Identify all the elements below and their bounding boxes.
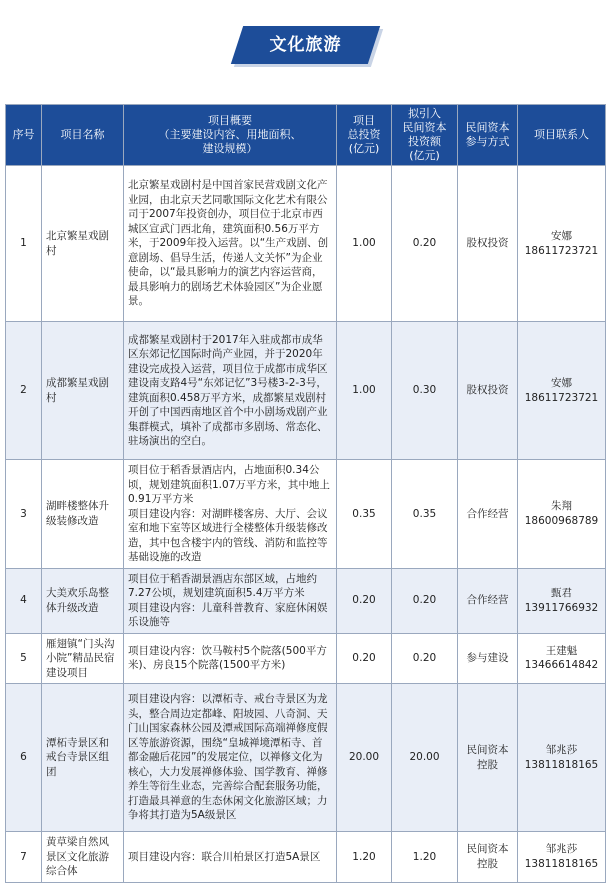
- table-row: [6, 832, 606, 883]
- contact-name: 安娜: [551, 377, 572, 389]
- cell-no: 5: [6, 633, 42, 684]
- table-header-row: [6, 105, 606, 166]
- contact-phone: 18611723721: [524, 391, 599, 404]
- cell-mode: 合作经营: [458, 568, 518, 633]
- banner: [0, 0, 610, 100]
- cell-overview: 项目建设内容：以潭柘寺、戒台寺景区为龙头，整合周边定都峰、阳坡园、八奇洞、天门山国家森林公园及潭戒国际高端禅修度假区等旅游资源，围绕“皇城禅境潭柘寺、首都金融后花园”的发展定位，以禅修文化为核心，大力发展禅修体验、国学教育、禅修养生等衍生业态，完善综合配套服务功能，打造最具禅意的生态休闲文化旅游区域；力争将其打造为5A级景区: [124, 684, 337, 832]
- cell-private: 20.00: [392, 684, 458, 832]
- cell-private: 0.20: [392, 633, 458, 684]
- cell-mode: 合作经营: [458, 460, 518, 569]
- header-private-line1: 拟引入: [408, 107, 441, 120]
- cell-name: 雁翅镇“门头沟小院”精品民宿建设项目: [42, 633, 124, 684]
- table-row: [6, 166, 606, 322]
- header-private-line4: (亿元): [409, 149, 440, 162]
- cell-investment: 1.00: [337, 166, 392, 322]
- cell-name: 湖畔楼整体升级装修改造: [42, 460, 124, 569]
- cell-investment: 1.00: [337, 322, 392, 460]
- cell-overview: 项目建设内容：联合川柏景区打造5A景区: [124, 832, 337, 883]
- cell-no: 2: [6, 322, 42, 460]
- cell-name: 北京繁星戏剧村: [42, 166, 124, 322]
- contact-name: 邹兆莎: [545, 843, 578, 856]
- cell-investment: 0.20: [337, 568, 392, 633]
- cell-no: 7: [6, 832, 42, 883]
- header-overview-line1: 项目概要: [208, 114, 252, 127]
- header-investment-line3: (亿元): [348, 142, 380, 155]
- cell-private: 1.20: [392, 832, 458, 883]
- cell-mode: 参与建设: [458, 633, 518, 684]
- contact-name: 安娜: [551, 230, 572, 242]
- header-no: 序号: [6, 105, 42, 166]
- contact-phone: 18611723721: [524, 244, 599, 257]
- header-private-line3: 投资额: [408, 135, 441, 148]
- contact-phone: 13811818165: [524, 857, 599, 870]
- table-row: [6, 322, 606, 460]
- header-mode-line1: 民间资本: [465, 121, 510, 134]
- contact-name: 王建魁: [545, 644, 578, 657]
- table-body: [6, 166, 606, 883]
- contact-name: 邹兆莎: [545, 744, 578, 756]
- cell-name: 大美欢乐岛整体升级改造: [42, 568, 124, 633]
- contact-phone: 13911766932: [524, 601, 599, 614]
- cell-mode: 股权投资: [458, 166, 518, 322]
- cell-contact: [518, 166, 606, 322]
- cell-name: 黄草梁自然风景区文化旅游综合体: [42, 832, 124, 883]
- header-overview: [124, 105, 337, 166]
- header-mode: [458, 105, 518, 166]
- cell-private: 0.30: [392, 322, 458, 460]
- header-investment: [337, 105, 392, 166]
- cell-overview: 项目建设内容：饮马鞍村5个院落(500平方米)、房良15个院落(1500平方米): [124, 633, 337, 684]
- contact-name: 甄君: [551, 587, 572, 599]
- cell-investment: 20.00: [337, 684, 392, 832]
- header-investment-line1: 项目: [353, 114, 375, 127]
- header-private-line2: 民间资本: [402, 121, 447, 134]
- cell-contact: [518, 568, 606, 633]
- contact-phone: 18600968789: [524, 514, 599, 527]
- cell-no: 4: [6, 568, 42, 633]
- cell-contact: [518, 460, 606, 569]
- cell-contact: [518, 633, 606, 684]
- cell-overview: 成都繁星戏剧村于2017年入驻成都市成华区东郊记忆国际时尚产业园，并于2020年建设完成投入运营，项目位于成都市成华区建设南支路4号“东郊记忆”3号楼3-2-3号，建筑面积0.458万平方米，成都繁星戏剧村开创了中国西南地区首个中小剧场戏剧产业集群模式，填补了成都市多剧场、常态化、驻场演出的空白。: [124, 322, 337, 460]
- header-overview-line3: 建设规模）: [202, 142, 258, 155]
- cell-contact: [518, 832, 606, 883]
- cell-mode: 股权投资: [458, 322, 518, 460]
- header-overview-line2: （主要建设内容、用地面积、: [158, 128, 302, 141]
- contact-name: 朱翔: [551, 500, 572, 513]
- cell-no: 1: [6, 166, 42, 322]
- cell-name: 成都繁星戏剧村: [42, 322, 124, 460]
- cell-investment: 0.35: [337, 460, 392, 569]
- cell-overview: 项目位于稻香景酒店内，占地面积0.34公顷，规划建筑面积1.07万平方米，其中地上0.91万平方米 项目建设内容：对湖畔楼客房、大厅、会议室和地下室等区域进行全楼整体升级装修改造，其中包含楼宇内的管线、消防和监控等基础设施的改造: [124, 460, 337, 569]
- table-row: [6, 684, 606, 832]
- cell-mode: 民间资本控股: [458, 684, 518, 832]
- header-investment-line2: 总投资: [347, 128, 381, 141]
- header-mode-line2: 参与方式: [465, 135, 510, 148]
- header-contact: 项目联系人: [518, 105, 606, 166]
- contact-phone: 13466614842: [524, 659, 599, 672]
- cell-name: 潭柘寺景区和戒台寺景区组团: [42, 684, 124, 832]
- project-table: [5, 104, 606, 883]
- cell-investment: 1.20: [337, 832, 392, 883]
- cell-contact: [518, 684, 606, 832]
- cell-overview: 项目位于稻香湖景酒店东部区域，占地约7.27公顷，规划建筑面积5.4万平方米 项目建设内容：儿童科普教育、家庭休闲娱乐设施等: [124, 568, 337, 633]
- contact-phone: 13811818165: [524, 758, 599, 771]
- cell-mode: 民间资本控股: [458, 832, 518, 883]
- cell-investment: 0.20: [337, 633, 392, 684]
- cell-no: 6: [6, 684, 42, 832]
- cell-private: 0.35: [392, 460, 458, 569]
- table-row: [6, 633, 606, 684]
- table-row: [6, 460, 606, 569]
- cell-no: 3: [6, 460, 42, 569]
- cell-overview: 北京繁星戏剧村是中国首家民营戏剧文化产业园，由北京天艺同歌国际文化艺术有限公司于2007年投资创办，项目位于北京市西城区宣武门西北角，建筑面积0.56万平方米，于2009年投入运营。以“生产戏剧、创意剧场、倡导生活，传递人文关怀”为企业使命，以“最具影响力的演艺内容运营商，最具影响力的剧场艺术体验园区”为企业愿景。: [124, 166, 337, 322]
- table-row: [6, 568, 606, 633]
- header-private: [392, 105, 458, 166]
- section-title: 文化旅游: [269, 35, 342, 55]
- cell-contact: [518, 322, 606, 460]
- cell-private: 0.20: [392, 568, 458, 633]
- header-name: 项目名称: [42, 105, 124, 166]
- cell-private: 0.20: [392, 166, 458, 322]
